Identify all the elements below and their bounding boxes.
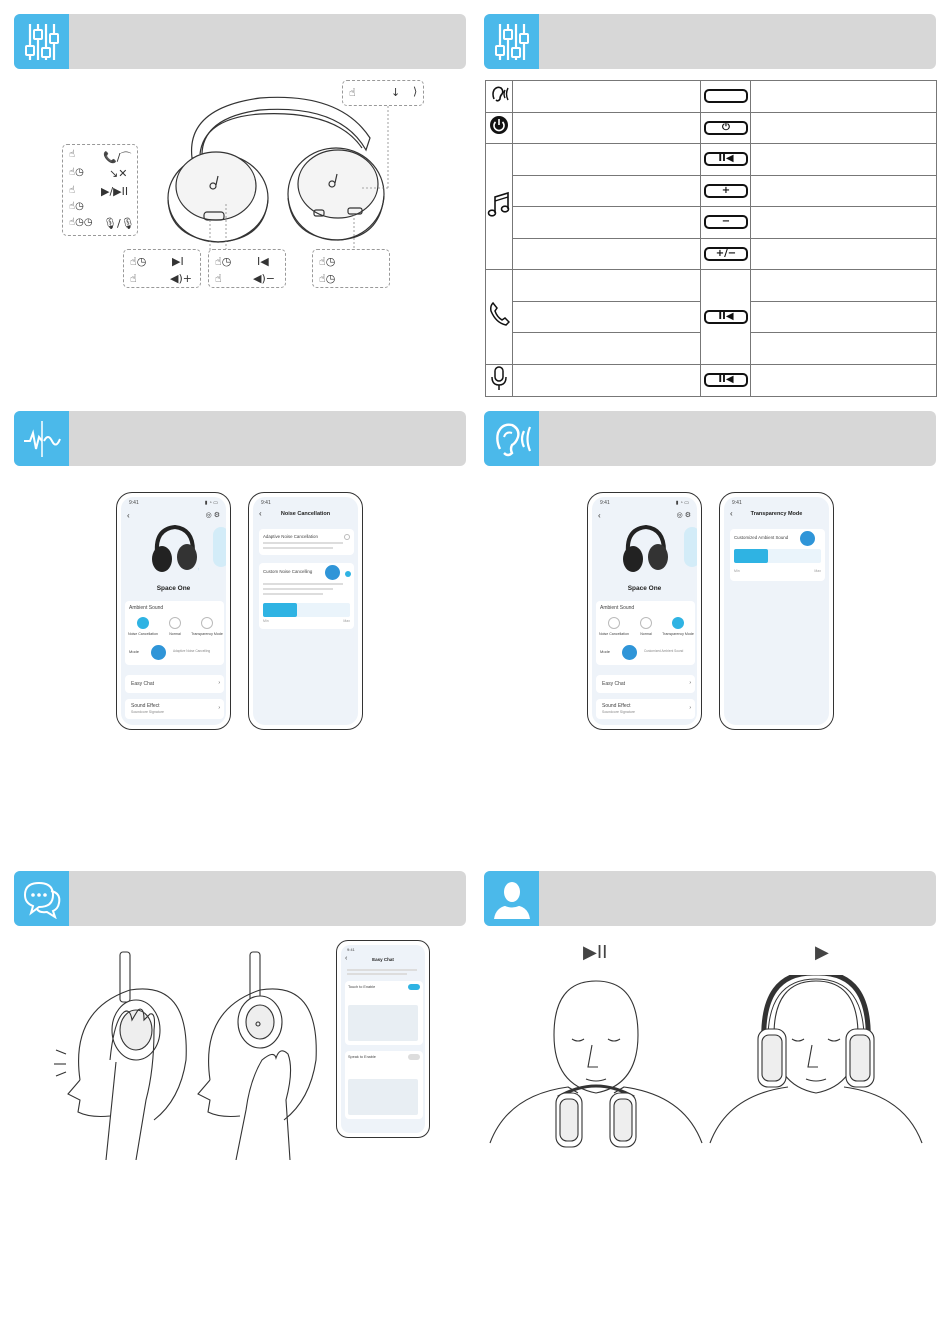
slider-min: Min (263, 619, 269, 623)
tap-icon: ☝ (69, 149, 76, 160)
settings-icon[interactable]: ◎ ⚙ (205, 512, 220, 519)
sound-effect-row[interactable] (125, 699, 224, 719)
tap-icon: ☝ (69, 185, 76, 196)
play-icon: ▶ (815, 942, 829, 963)
easy-chat-illustration (50, 950, 330, 1160)
mode-field-label: Mode (129, 649, 140, 654)
hold-icon: ☝◷ (319, 255, 336, 268)
hold-long-icon: ☝◷◷ (69, 217, 93, 228)
chevron-right-icon: › (689, 680, 691, 686)
mode-value[interactable]: Adaptive Noise Cancelling (173, 649, 211, 653)
nc-settings-phone (248, 492, 363, 730)
status-time: 9:41 (600, 500, 610, 506)
mode-label-transparency: Transparency Mode (662, 632, 694, 636)
easy-chat-screen (341, 945, 425, 1133)
mode-label-nc: Noise Cancellation (599, 632, 629, 636)
ear-sound-icon (484, 411, 539, 466)
previous-track-icon: I◀ (257, 255, 269, 268)
ambient-sound-title: Ambient Sound (600, 605, 635, 611)
slider-min: Min (734, 569, 740, 573)
mode-field-label: Mode (600, 649, 611, 654)
volume-down-icon: ◀)− (253, 272, 275, 285)
mode-label-transparency: Transparency Mode (191, 632, 223, 636)
customized-ambient-card[interactable] (730, 529, 825, 581)
chevron-right-icon: › (689, 705, 691, 711)
touch-to-enable-card (345, 981, 423, 1045)
wear-detection-header (484, 871, 936, 926)
nc-button-callout (312, 249, 390, 288)
tap-indicator (325, 565, 340, 580)
easy-chat-row[interactable] (596, 675, 695, 693)
tap-indicator (622, 645, 637, 660)
noise-cancellation-header (14, 411, 466, 466)
app-home-phone-2 (587, 492, 702, 730)
volume-combo-button-glyph: +/− (704, 247, 748, 261)
slider-max: Max (343, 619, 350, 623)
status-icons: ▮ ◔ ▭ (675, 500, 689, 506)
ambient-sound-card (596, 601, 695, 665)
adaptive-nc-card[interactable] (259, 529, 354, 555)
ear-icon (486, 81, 513, 113)
hold-icon: ☝◷ (130, 255, 147, 268)
ambient-sound-card (125, 601, 224, 665)
controls-header-right (484, 14, 936, 69)
volume-up-icon: ◀)+ (170, 272, 192, 285)
chevron-right-icon: › (218, 680, 220, 686)
ambient-level-slider[interactable] (734, 549, 821, 563)
back-icon[interactable]: ‹ (345, 955, 348, 962)
volume-down-button-glyph: − (704, 215, 748, 229)
hold-icon: ☝◷ (215, 255, 232, 268)
equalizer-icon (14, 14, 69, 69)
power-button-glyph: ⏻ (704, 121, 748, 135)
speak-illustration (348, 1079, 418, 1115)
touch-toggle[interactable] (408, 984, 420, 990)
back-icon[interactable]: ‹ (598, 511, 601, 520)
tap-icon: ☝ (215, 272, 222, 285)
transparency-mode-button[interactable] (672, 617, 684, 629)
noise-cancellation-mode-button[interactable] (137, 617, 149, 629)
wear-detection-illustration (488, 975, 930, 1165)
brand-mark (684, 527, 697, 567)
ambient-sound-title: Ambient Sound (129, 605, 164, 611)
slider-max: Max (814, 569, 821, 573)
speak-to-enable-label: Speak to Enable (348, 1055, 376, 1059)
sound-effect-sub: Soundcore Signature (602, 710, 635, 714)
bracket-icon: ⟩ (413, 85, 418, 98)
nc-level-slider[interactable] (263, 603, 350, 617)
power-icon (486, 112, 513, 144)
multi-function-gestures-box (62, 144, 138, 236)
chevron-right-icon: › (218, 705, 220, 711)
easy-chat-phone (336, 940, 430, 1138)
mode-label-normal: Normal (169, 632, 181, 636)
tap-icon: ☝ (349, 86, 356, 99)
chat-bubbles-icon (14, 871, 69, 926)
sound-effect-label: Sound Effect (131, 703, 160, 709)
person-headphones-icon (484, 871, 539, 926)
brand-mark (213, 527, 226, 567)
play-button-callout (123, 249, 201, 288)
touch-to-enable-label: Touch to Enable (348, 985, 376, 989)
normal-mode-button[interactable] (640, 617, 652, 629)
easy-chat-label: Easy Chat (131, 681, 155, 687)
equalizer-icon (484, 14, 539, 69)
app-home-screen-2 (592, 497, 697, 725)
sound-effect-sub: Soundcore Signature (131, 710, 164, 714)
phone-icon (486, 270, 513, 365)
sound-effect-row[interactable] (596, 699, 695, 719)
music-note-icon (486, 144, 513, 270)
easy-chat-label: Easy Chat (602, 681, 626, 687)
tap-indicator (800, 531, 815, 546)
power-slide-callout (342, 80, 424, 106)
mic-button-glyph: II◀ (704, 373, 748, 387)
call-answer-icon: 📞/⌒ (103, 151, 132, 164)
play-pause-icon: ▶/▶II (101, 185, 129, 198)
easy-chat-header (14, 871, 466, 926)
nc-button-glyph (704, 89, 748, 103)
noise-cancellation-mode-button[interactable] (608, 617, 620, 629)
app-home-phone (116, 492, 231, 730)
normal-mode-button[interactable] (169, 617, 181, 629)
volume-button-callout (208, 249, 286, 288)
nc-title: Noise Cancellation (280, 511, 331, 517)
customized-ambient-label: Customized Ambient Sound (734, 535, 789, 540)
volume-up-button-glyph: + (704, 184, 748, 198)
touch-illustration (348, 1005, 418, 1041)
hold-icon: ☝◷ (69, 201, 84, 212)
headphones-diagram (160, 88, 400, 250)
back-icon[interactable]: ‹ (730, 509, 733, 518)
nc-settings-screen (253, 497, 358, 725)
double-tap-icon: ☝◷ (69, 167, 84, 178)
pause-play-icon: ▶II (583, 942, 608, 963)
controls-table (485, 80, 937, 397)
mode-label-nc: Noise Cancellation (128, 632, 158, 636)
status-time: 9:41 (732, 500, 742, 506)
device-name: Space One (156, 585, 191, 592)
hold-long-icon: ☝◷ (319, 272, 336, 285)
device-name: Space One (627, 585, 662, 592)
microphone-icon (486, 364, 513, 396)
tap-indicator (151, 645, 166, 660)
transparency-title: Transparency Mode (750, 511, 803, 517)
device-image (620, 523, 670, 575)
transparency-settings-screen (724, 497, 829, 725)
status-icons: ▮ ◔ ▭ (204, 500, 218, 506)
sound-effect-label: Sound Effect (602, 703, 631, 709)
adaptive-nc-label: Adaptive Noise Cancellation (263, 534, 318, 539)
sound-wave-icon (14, 411, 69, 466)
device-image (149, 523, 199, 575)
controls-header-left (14, 14, 466, 69)
call-button-glyph: II◀ (704, 310, 748, 324)
easy-chat-row[interactable] (125, 675, 224, 693)
back-icon[interactable]: ‹ (127, 511, 130, 520)
back-icon[interactable]: ‹ (259, 509, 262, 518)
app-home-screen (121, 497, 226, 725)
tap-icon: ☝ (130, 272, 137, 285)
status-time: 9:41 (347, 947, 355, 952)
adaptive-nc-radio[interactable] (344, 534, 350, 540)
arrow-down-icon: ↓ (391, 86, 401, 99)
settings-icon[interactable]: ◎ ⚙ (676, 512, 691, 519)
transparency-header (484, 411, 936, 466)
speak-to-enable-card (345, 1051, 423, 1119)
custom-nc-radio[interactable] (345, 571, 351, 577)
status-time: 9:41 (129, 500, 139, 506)
speak-toggle[interactable] (408, 1054, 420, 1060)
reject-call-icon: ↘✕ (109, 167, 128, 180)
custom-nc-card[interactable] (259, 563, 354, 629)
mode-label-normal: Normal (640, 632, 652, 636)
mode-value[interactable]: Customized Ambient Sound (644, 649, 684, 653)
play-button-glyph: II◀ (704, 152, 748, 166)
easy-chat-title: Easy Chat (372, 957, 394, 962)
next-track-icon: ▶I (172, 255, 184, 268)
transparency-mode-button[interactable] (201, 617, 213, 629)
transparency-settings-phone (719, 492, 834, 730)
mute-icon: 🎙/🎙 (103, 217, 135, 230)
custom-nc-label: Custom Noise Cancelling (263, 569, 313, 574)
status-time: 9:41 (261, 500, 271, 506)
